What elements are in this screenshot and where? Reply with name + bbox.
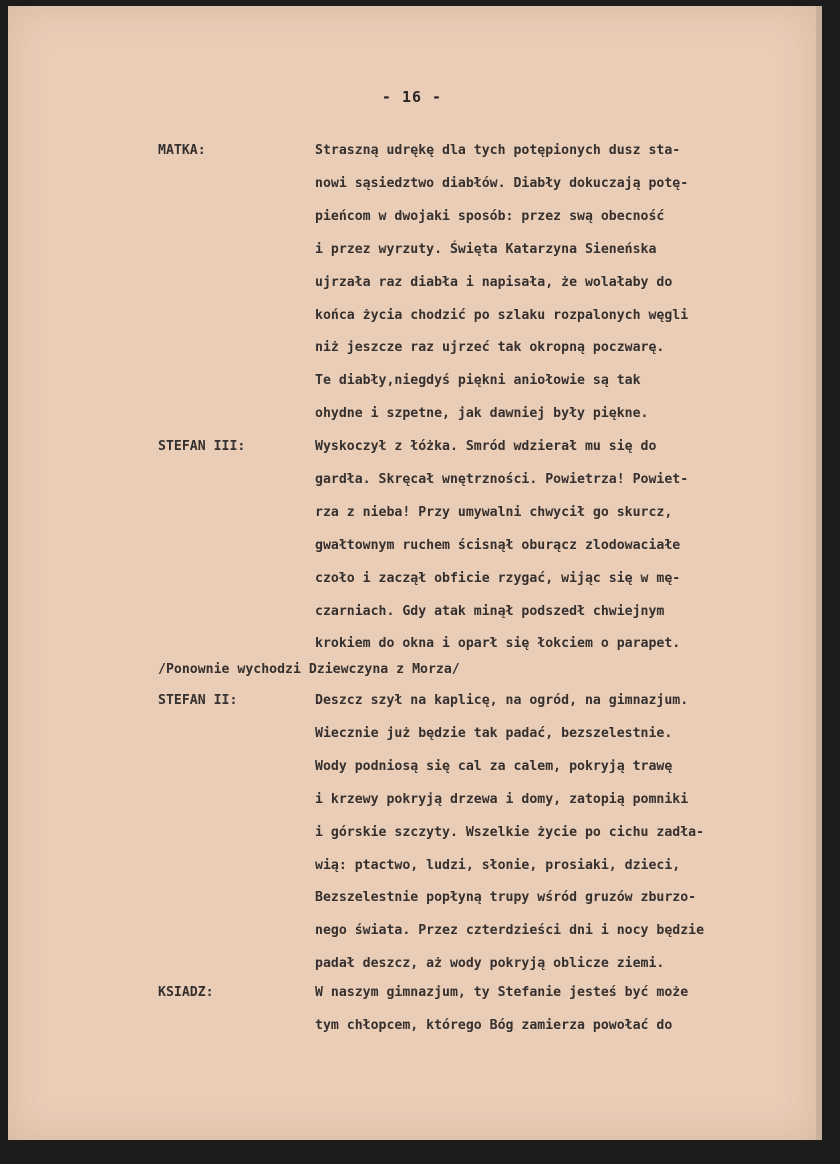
speech-line: ujrzała raz diabła i napisała, że wolałaby do	[315, 274, 673, 290]
speech-line: Wody podniosą się cal za calem, pokryją trawę	[315, 758, 673, 774]
speech-line: nowi sąsiedztwo diabłów. Diabły dokuczają potę-	[315, 175, 689, 191]
speech-line: ohydne i szpetne, jak dawniej były piękne.	[315, 406, 649, 422]
page-edge	[816, 6, 822, 1140]
speech-line: Wyskoczył z łóżka. Smród wdzierał mu się do	[315, 439, 657, 454]
speech-line: pieńcom w dwojaki sposób: przez swą obecność	[315, 208, 665, 224]
speaker-label: STEFAN II:	[158, 693, 238, 708]
speech-line: W naszym gimnazjum, ty Stefanie jesteś być może	[315, 985, 689, 1000]
speech-line: gwałtownym ruchem ścisnął oburącz zlodowaciałe	[315, 537, 681, 553]
speech-line: krokiem do okna i oparł się łokciem o parapet.	[315, 636, 681, 652]
speech-line: i górskie szczyty. Wszelkie życie po cichu zadła-	[315, 824, 705, 840]
speech-line: rza z nieba! Przy umywalni chwycił go skurcz,	[315, 504, 673, 520]
speech-block	[315, 685, 815, 981]
speech-line: tym chłopcem, którego Bóg zamierza powołać do	[315, 1017, 673, 1033]
speech-line: czarniach. Gdy atak minął podszedł chwiejnym	[315, 603, 665, 619]
speech-line: Straszną udrękę dla tych potępionych dusz sta-	[315, 143, 681, 158]
speech-line: nego świata. Przez czterdzieści dni i nocy będzie	[315, 923, 705, 939]
speech-line: niż jeszcze raz ujrzeć tak okropną poczwarę.	[315, 340, 665, 356]
speaker-label: STEFAN III:	[158, 439, 246, 454]
speaker-label: MATKA:	[158, 143, 206, 158]
speech-block	[315, 135, 815, 431]
speech-line: i krzewy pokryją drzewa i domy, zatopią pomniki	[315, 791, 689, 807]
speech-line: i przez wyrzuty. Święta Katarzyna Sieneńska	[315, 241, 657, 257]
speech-line: Bezszelestnie popłyną trupy wśród gruzów zburzo-	[315, 890, 697, 906]
speech-block	[315, 977, 815, 1043]
speech-line: końca życia chodzić po szlaku rozpalonych węgli	[315, 307, 689, 323]
speech-line: Te diabły,niegdyś piękni aniołowie są tak	[315, 373, 641, 389]
speech-line: Wiecznie już będzie tak padać, bezszelestnie.	[315, 725, 673, 741]
speech-block	[315, 431, 815, 661]
stage-direction: /Ponownie wychodzi Dziewczyna z Morza/	[158, 662, 460, 677]
page-number: - 16 -	[381, 88, 443, 106]
typescript-page	[8, 6, 816, 1140]
speech-line: wią: ptactwo, ludzi, słonie, prosiaki, dzieci,	[315, 857, 681, 873]
speech-line: Deszcz szył na kaplicę, na ogród, na gimnazjum.	[315, 693, 689, 708]
speech-line: czoło i zaczął obficie rzygać, wijąc się w mę-	[315, 570, 681, 586]
speech-line: gardła. Skręcał wnętrzności. Powietrza! Powiet-	[315, 471, 689, 487]
speech-line: padał deszcz, aż wody pokryją oblicze ziemi.	[315, 956, 665, 972]
speaker-label: KSIADZ:	[158, 985, 214, 1000]
